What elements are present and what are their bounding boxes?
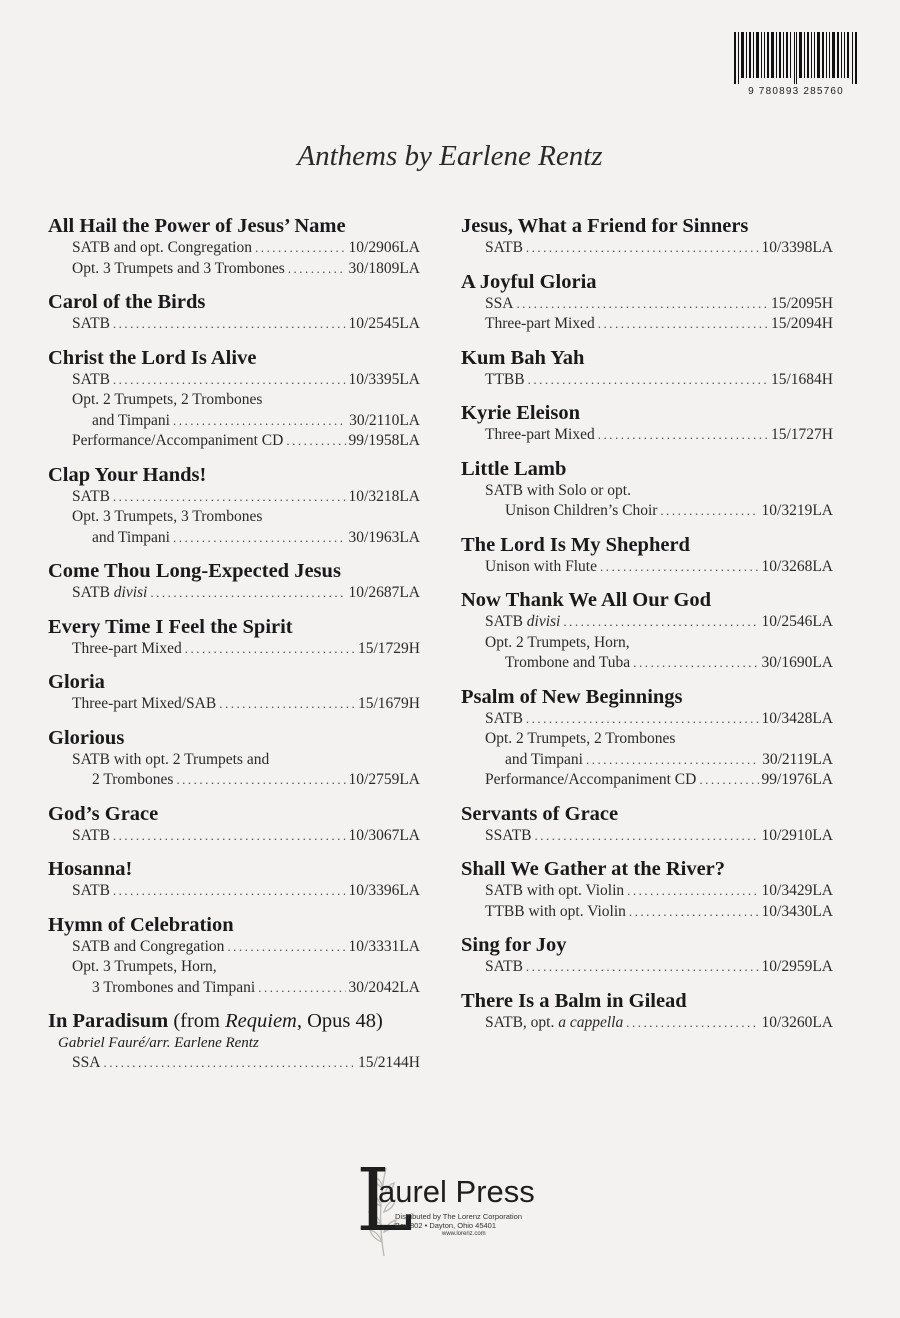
voicing-label <box>505 501 657 522</box>
anthem-title: There Is a Balm in Gilead <box>461 989 687 1012</box>
voicing-label <box>485 709 523 730</box>
catalog-number: 30/2119LA <box>762 750 833 768</box>
dot-leader <box>526 709 759 730</box>
dot-leader <box>150 583 345 604</box>
isbn-barcode <box>732 32 860 97</box>
voicing-line <box>72 370 420 391</box>
catalog-number: 10/3268LA <box>761 557 833 575</box>
dot-leader <box>526 238 759 259</box>
anthem-entry <box>461 346 833 391</box>
anthem-entry-in-paradisum <box>48 1009 420 1074</box>
composer-credit: Gabriel Fauré/arr. Earlene Rentz <box>58 1035 259 1051</box>
anthem-title-main: In Paradisum <box>48 1010 169 1032</box>
voicing-text: 3 Trombones and Timpani <box>92 978 256 996</box>
voicing-text: SSA <box>485 294 514 312</box>
voicing-label <box>92 770 173 791</box>
voicing-line <box>485 1013 833 1034</box>
dot-leader <box>528 370 768 391</box>
left-column <box>48 214 420 1085</box>
publisher-distributor: Distributed by The Lorenz Corporation <box>395 1212 523 1221</box>
dot-leader <box>516 294 768 315</box>
logo-letter-l: L <box>356 1151 414 1251</box>
voicing-line <box>92 528 420 549</box>
voicing-line <box>72 431 420 452</box>
voicing-line <box>485 612 833 633</box>
voicing-line <box>72 487 420 508</box>
catalog-number: 99/1958LA <box>348 432 420 449</box>
voicing-text: 2 Trombones <box>92 771 174 788</box>
anthem-entry <box>48 615 420 660</box>
voicing-label <box>72 881 110 902</box>
dot-leader <box>258 978 345 999</box>
voicing-label <box>72 238 252 259</box>
anthem-title: Little Lamb <box>461 457 567 480</box>
dot-leader <box>185 639 355 660</box>
barcode-digits: 9 780893 285760 <box>748 86 844 97</box>
voicing-text: and Timpani <box>92 528 170 546</box>
anthem-title: Hymn of Celebration <box>48 913 234 936</box>
anthem-entry <box>48 463 420 549</box>
voicing-text: Trombone and Tuba <box>505 654 631 671</box>
voicing-line <box>485 826 833 847</box>
anthem-entry <box>48 214 420 279</box>
voicing-text: TTBB with opt. Violin <box>485 902 626 920</box>
anthem-entry <box>461 933 833 978</box>
catalog-number: 10/2759LA <box>348 771 420 788</box>
anthem-entry <box>461 685 833 791</box>
dot-leader <box>526 957 759 978</box>
catalog-number: 10/3428LA <box>761 709 833 727</box>
voicing-line <box>485 881 833 902</box>
catalog-number: 30/1963LA <box>348 528 420 546</box>
dot-leader <box>699 770 758 791</box>
voicing-line <box>485 238 833 259</box>
voicing-label <box>485 238 523 259</box>
voicing-text: Opt. 3 Trumpets and 3 Trombones <box>72 259 285 277</box>
voicing-label <box>485 826 532 847</box>
voicing-label <box>505 750 583 771</box>
voicing-text: Performance/Accompaniment CD <box>72 432 284 449</box>
voicing-italic: divisi <box>526 613 561 630</box>
voicing-label <box>485 557 597 578</box>
voicing-text: Three-part Mixed/SAB <box>72 695 217 712</box>
voicing-line <box>485 709 833 730</box>
anthem-title: Sing for Joy <box>461 934 567 956</box>
catalog-number: 99/1976LA <box>761 771 833 788</box>
voicing-text: SATB and opt. Congregation <box>72 239 252 256</box>
anthem-entry <box>48 726 420 791</box>
dot-leader <box>535 826 759 847</box>
anthem-title: Psalm of New Beginnings <box>461 685 683 708</box>
dot-leader <box>563 612 758 633</box>
voicing-label <box>72 694 216 715</box>
right-column <box>461 214 833 1044</box>
voicing-text: Opt. 3 Trumpets, 3 Trombones <box>72 508 263 525</box>
catalog-number: 10/2545LA <box>348 315 420 332</box>
catalog-number: 30/1809LA <box>348 259 420 277</box>
voicing-text: SATB <box>72 882 110 899</box>
voicing-text: Opt. 2 Trumpets, 2 Trombones <box>72 391 263 408</box>
voicing-line <box>485 370 833 391</box>
catalog-number: 10/3396LA <box>348 882 420 899</box>
voicing-line <box>505 501 833 522</box>
voicing-text: Opt. 2 Trumpets, Horn, <box>485 633 630 651</box>
voicing-text: SSA <box>72 1054 101 1071</box>
catalog-number: 15/1729H <box>358 639 420 657</box>
dot-leader <box>113 314 346 335</box>
catalog-number: 10/2906LA <box>348 239 420 256</box>
voicing-text: Three-part Mixed <box>72 639 182 657</box>
voicing-text: SSATB <box>485 826 532 844</box>
anthem-title: Servants of Grace <box>461 802 619 825</box>
voicing-label <box>72 957 217 978</box>
voicing-text: TTBB <box>485 370 525 388</box>
barcode-bars <box>732 32 860 84</box>
catalog-number: 15/1684H <box>771 370 833 388</box>
dot-leader <box>173 411 346 432</box>
anthem-entry <box>461 588 833 674</box>
voicing-line <box>72 507 420 528</box>
anthem-title: The Lord Is My Shepherd <box>461 533 690 556</box>
dot-leader <box>586 750 759 771</box>
dot-leader <box>660 501 758 522</box>
voicing-line <box>72 583 420 604</box>
voicing-text: SATB <box>72 315 110 332</box>
voicing-line <box>72 957 420 978</box>
voicing-label <box>485 1013 623 1034</box>
catalog-number: 15/1679H <box>358 695 420 712</box>
voicing-label <box>505 653 630 674</box>
dot-leader <box>113 487 346 508</box>
voicing-italic: divisi <box>113 584 148 601</box>
voicing-label <box>72 639 182 660</box>
anthem-entry <box>461 457 833 522</box>
anthem-title: Carol of the Birds <box>48 291 206 313</box>
dot-leader <box>113 881 346 902</box>
voicing-italic: a cappella <box>558 1013 624 1031</box>
anthem-entry <box>48 857 420 902</box>
voicing-line <box>505 750 833 771</box>
voicing-text: SATB with Solo or opt. <box>485 481 631 499</box>
voicing-line <box>485 729 833 750</box>
voicing-label <box>92 411 170 432</box>
voicing-line <box>485 294 833 315</box>
voicing-line <box>72 238 420 259</box>
anthem-entry <box>48 346 420 452</box>
voicing-line <box>72 694 420 715</box>
voicing-line <box>485 957 833 978</box>
voicing-label <box>72 370 110 391</box>
anthem-title: God’s Grace <box>48 802 159 825</box>
voicing-line <box>72 314 420 335</box>
voicing-label <box>485 425 595 446</box>
voicing-label <box>485 881 624 902</box>
voicing-label <box>485 314 595 335</box>
anthem-title: Gloria <box>48 671 105 693</box>
voicing-text: SATB <box>72 584 110 601</box>
dot-leader <box>633 653 758 674</box>
catalog-number: 10/2687LA <box>348 584 420 601</box>
anthem-title: Now Thank We All Our God <box>461 589 712 611</box>
voicing-label <box>92 978 255 999</box>
voicing-label <box>485 294 513 315</box>
voicing-label <box>485 770 696 791</box>
voicing-line <box>485 314 833 335</box>
voicing-line <box>72 750 420 771</box>
catalog-number: 10/3331LA <box>348 937 420 955</box>
anthem-title <box>48 1009 420 1033</box>
voicing-text: Opt. 3 Trumpets, Horn, <box>72 958 217 975</box>
anthem-entry <box>461 802 833 847</box>
dot-leader <box>113 370 346 391</box>
voicing-text: Three-part Mixed <box>485 315 595 332</box>
voicing-line <box>92 978 420 999</box>
voicing-line <box>92 770 420 791</box>
dot-leader <box>288 259 346 280</box>
anthem-title-opus: , Opus 48) <box>296 1010 383 1032</box>
anthem-entry <box>48 670 420 715</box>
anthem-entry <box>461 533 833 578</box>
anthem-entry <box>461 989 833 1034</box>
voicing-line <box>72 639 420 660</box>
voicing-label <box>72 583 147 604</box>
voicing-label <box>72 750 269 771</box>
voicing-text: SATB with opt. Violin <box>485 882 625 899</box>
catalog-number: 15/2094H <box>771 315 833 332</box>
anthem-entry <box>461 401 833 446</box>
anthem-title: Come Thou Long-Expected Jesus <box>48 560 341 582</box>
catalog-number: 10/3067LA <box>348 826 420 844</box>
voicing-label <box>72 1053 100 1074</box>
voicing-line <box>72 826 420 847</box>
voicing-label <box>485 729 675 750</box>
anthem-title-from: (from <box>173 1010 220 1032</box>
voicing-line <box>72 259 420 280</box>
voicing-line <box>72 1053 420 1074</box>
anthem-title: Kum Bah Yah <box>461 346 585 369</box>
catalog-number: 15/2095H <box>771 294 833 312</box>
voicing-text: SATB <box>485 958 523 975</box>
voicing-label <box>72 390 262 411</box>
anthem-title: Every Time I Feel the Spirit <box>48 615 293 638</box>
voicing-label <box>72 937 224 958</box>
voicing-text: and Timpani <box>92 411 170 429</box>
voicing-text: SATB <box>485 239 523 256</box>
anthem-title: Jesus, What a Friend for Sinners <box>461 215 749 237</box>
anthem-entry <box>461 214 833 259</box>
catalog-number: 15/1727H <box>771 426 833 443</box>
dot-leader <box>219 694 355 715</box>
dot-leader <box>600 557 759 578</box>
voicing-text: SATB with opt. 2 Trumpets and <box>72 750 270 768</box>
voicing-text: Opt. 2 Trumpets, 2 Trombones <box>485 730 676 747</box>
voicing-label <box>72 259 285 280</box>
voicing-label <box>72 314 110 335</box>
voicing-label <box>72 507 262 528</box>
voicing-line <box>72 937 420 958</box>
voicing-text: Performance/Accompaniment CD <box>485 771 697 788</box>
voicing-text: Unison with Flute <box>485 557 597 575</box>
voicing-line <box>72 390 420 411</box>
catalog-number: 30/2042LA <box>348 978 420 996</box>
voicing-line <box>505 653 833 674</box>
dot-leader <box>113 826 346 847</box>
catalog-number: 10/3398LA <box>761 239 833 256</box>
publisher-address: Box 802 • Dayton, Ohio 45401 <box>395 1221 497 1230</box>
voicing-text: SATB <box>72 826 110 844</box>
voicing-line <box>485 770 833 791</box>
anthem-entry <box>48 913 420 999</box>
catalog-number: 30/2110LA <box>349 411 420 429</box>
anthem-title: Glorious <box>48 726 125 749</box>
catalog-number: 10/3218LA <box>348 487 420 505</box>
voicing-text: and Timpani <box>505 750 583 768</box>
anthem-entry <box>461 270 833 335</box>
voicing-line <box>485 633 833 654</box>
catalog-number: 30/1690LA <box>761 654 833 671</box>
catalog-number: 10/2546LA <box>761 613 833 630</box>
anthem-title: Kyrie Eleison <box>461 402 581 424</box>
dot-leader <box>103 1053 355 1074</box>
dot-leader <box>598 314 768 335</box>
voicing-label <box>485 957 523 978</box>
voicing-text: SATB <box>72 370 110 388</box>
dot-leader <box>627 881 758 902</box>
voicing-text: Three-part Mixed <box>485 426 595 443</box>
anthem-title: All Hail the Power of Jesus’ Name <box>48 215 346 237</box>
anthem-title: Christ the Lord Is Alive <box>48 346 257 369</box>
publisher-name: aurel Press <box>378 1174 535 1209</box>
voicing-label <box>72 431 283 452</box>
voicing-line <box>92 411 420 432</box>
catalog-number: 10/3430LA <box>761 902 833 920</box>
dot-leader <box>286 431 345 452</box>
voicing-label <box>485 902 626 923</box>
voicing-line <box>485 425 833 446</box>
publisher-logo <box>350 1151 570 1258</box>
voicing-label <box>72 487 110 508</box>
voicing-text: SATB <box>485 709 523 727</box>
dot-leader <box>173 528 346 549</box>
dot-leader <box>255 238 346 259</box>
voicing-text: Unison Children’s Choir <box>505 502 658 519</box>
catalog-number: 10/2910LA <box>761 826 833 844</box>
dot-leader <box>227 937 345 958</box>
voicing-text: SATB, opt. <box>485 1013 555 1031</box>
voicing-text: SATB <box>72 487 110 505</box>
anthem-title-work: Requiem <box>225 1010 297 1032</box>
anthem-title: Hosanna! <box>48 858 133 880</box>
voicing-label <box>485 481 631 502</box>
catalog-number: 10/3395LA <box>348 370 420 388</box>
voicing-label <box>92 528 170 549</box>
voicing-text: SATB <box>485 613 523 630</box>
anthem-entry <box>48 802 420 847</box>
dot-leader <box>626 1013 758 1034</box>
anthem-title: Clap Your Hands! <box>48 463 207 486</box>
anthem-title: A Joyful Gloria <box>461 270 597 293</box>
dot-leader <box>176 770 345 791</box>
voicing-line <box>485 481 833 502</box>
catalog-number: 10/2959LA <box>761 958 833 975</box>
voicing-label <box>485 612 560 633</box>
dot-leader <box>598 425 768 446</box>
dot-leader <box>629 902 759 923</box>
page-title: Anthems by Earlene Rentz <box>297 140 603 172</box>
anthem-entry <box>48 559 420 604</box>
anthem-title: Shall We Gather at the River? <box>461 858 726 880</box>
publisher-website: www.lorenz.com <box>442 1231 486 1237</box>
catalog-number: 10/3260LA <box>761 1013 833 1031</box>
catalog-number: 10/3429LA <box>761 882 833 899</box>
anthem-entry <box>48 290 420 335</box>
catalog-number: 15/2144H <box>358 1054 420 1071</box>
voicing-line <box>72 881 420 902</box>
voicing-line <box>485 557 833 578</box>
voicing-label <box>485 370 525 391</box>
anthem-entry <box>461 857 833 922</box>
voicing-text: SATB and Congregation <box>72 937 225 955</box>
catalog-number: 10/3219LA <box>761 502 833 519</box>
voicing-label <box>72 826 110 847</box>
voicing-line <box>485 902 833 923</box>
voicing-label <box>485 633 630 654</box>
